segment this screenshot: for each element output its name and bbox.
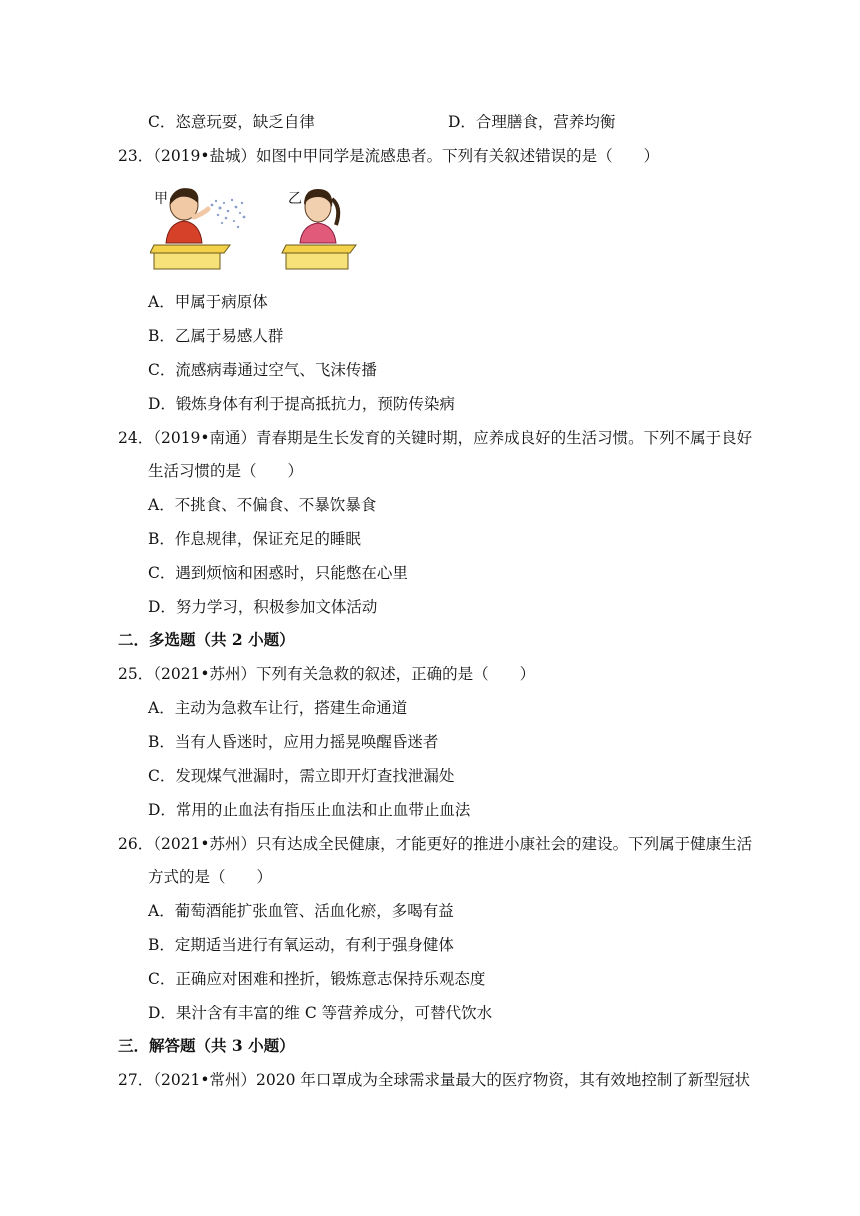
q24-stem-line2: 生活习惯的是（ ）: [148, 462, 304, 480]
q23-option-b: B．乙属于易感人群: [148, 327, 284, 345]
desk-yi-icon: [282, 245, 356, 269]
q25-option-d: D．常用的止血法有指压止血法和止血带止血法: [148, 801, 471, 819]
q23-option-a: A．甲属于病原体: [148, 293, 268, 311]
desk-jia-icon: [150, 245, 230, 269]
q26-option-d: D．果汁含有丰富的维 C 等营养成分，可替代饮水: [148, 1004, 493, 1022]
q26-stem-line2: 方式的是（ ）: [148, 868, 273, 886]
q24-stem-line1: 24．（2019•南通）青春期是生长发育的关键时期，应养成良好的生活习惯。下列不属于良好: [118, 429, 753, 447]
q24-option-a: A．不挑食、不偏食、不暴饮暴食: [148, 496, 377, 514]
q23-stem: 23．（2019•盐城）如图中甲同学是流感患者。下列有关叙述错误的是（ ）: [118, 147, 660, 165]
droplets-icon: [211, 199, 246, 228]
section-heading-answer-questions: 三．解答题（共 3 小题）: [118, 1036, 295, 1055]
q26-option-a: A．葡萄酒能扩张血管、活血化瘀，多喝有益: [148, 902, 454, 920]
q25-option-b: B．当有人昏迷时，应用力摇晃唤醒昏迷者: [148, 733, 439, 751]
q24-option-c: C．遇到烦恼和困惑时，只能憋在心里: [148, 564, 408, 582]
q26-stem-line1: 26．（2021•苏州）只有达成全民健康，才能更好的推进小康社会的建设。下列属于健康生活: [118, 835, 753, 853]
q25-option-c: C．发现煤气泄漏时，需立即开灯查找泄漏处: [148, 767, 455, 785]
q23-option-d: D．锻炼身体有利于提高抵抗力，预防传染病: [148, 395, 455, 413]
q27-stem-line1: 27．（2021•常州）2020 年口罩成为全球需求量最大的医疗物资，其有效地控制了新型冠状: [118, 1071, 750, 1089]
q26-option-b: B．定期适当进行有氧运动，有利于强身健体: [148, 936, 454, 954]
q25-stem: 25．（2021•苏州）下列有关急救的叙述，正确的是（ ）: [118, 665, 536, 683]
student-jia-icon: [166, 188, 208, 243]
q26-option-c: C．正确应对困难和挫折，锻炼意志保持乐观态度: [148, 970, 486, 988]
q25-option-a: A．主动为急救车让行，搭建生命通道: [148, 699, 408, 717]
label-jia: 甲: [154, 191, 168, 207]
q22-option-c: C．恣意玩耍，缺乏自律: [148, 113, 315, 131]
q24-option-d: D．努力学习，积极参加文体活动: [148, 598, 378, 616]
student-yi-icon: [300, 189, 338, 243]
label-yi: 乙: [288, 191, 302, 207]
section-heading-multiple-choice: 二．多选题（共 2 小题）: [118, 630, 295, 649]
q22-option-d: D．合理膳食，营养均衡: [448, 113, 616, 131]
q23-figure-flu-illustration: [150, 183, 360, 273]
q24-option-b: B．作息规律，保证充足的睡眠: [148, 530, 361, 548]
q23-option-c: C．流感病毒通过空气、飞沫传播: [148, 361, 377, 379]
